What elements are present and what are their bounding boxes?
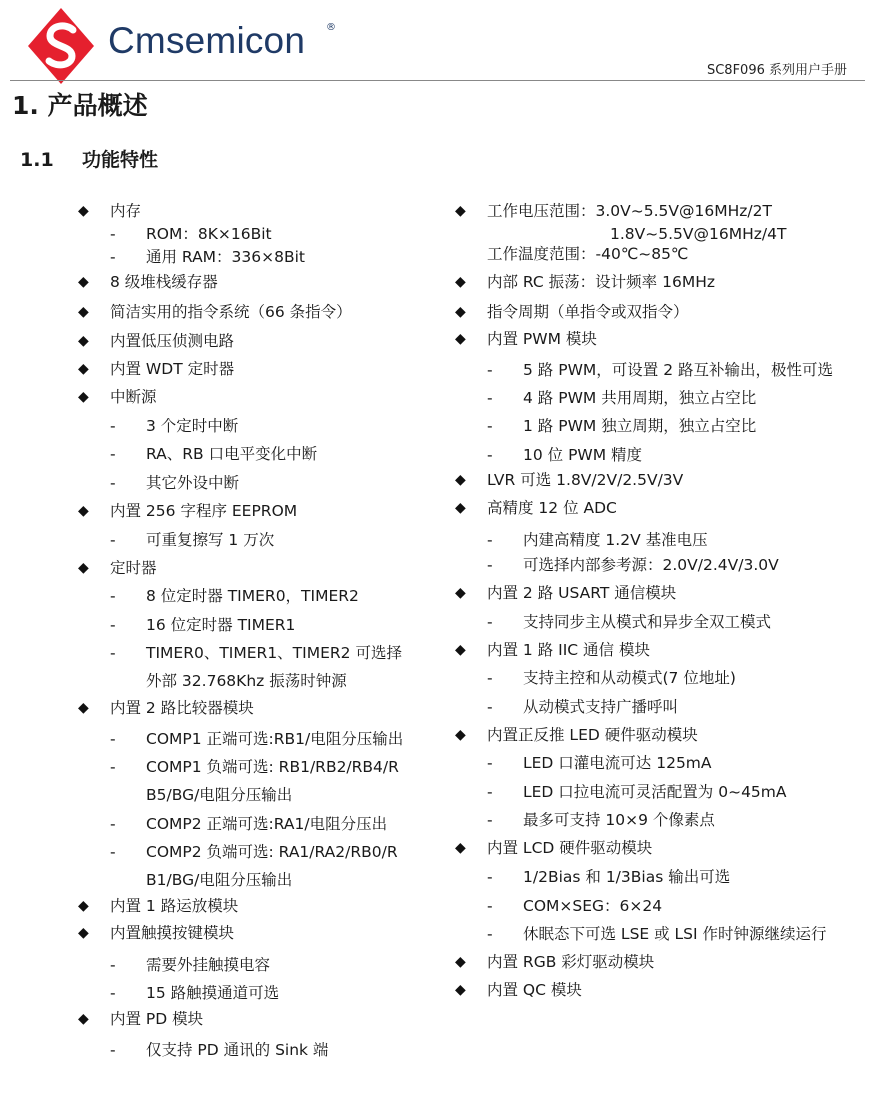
feature-subitem: - 1/2Bias 和 1/3Bias 输出可选 (487, 866, 730, 888)
feature-item: ◆ 内置 PWM 模块 (455, 328, 597, 350)
feature-item: ◆ 内置触摸按键模块 (78, 922, 234, 944)
feature-item: ◆ 高精度 12 位 ADC (455, 497, 617, 519)
feature-subitem: - COMP1 正端可选:RB1/电阻分压输出 (110, 728, 403, 750)
section-title: 1. 产品概述 (12, 91, 148, 120)
feature-subitem: - LED 口灌电流可达 125mA (487, 752, 712, 774)
feature-continuation: 1.8V~5.5V@16MHz/4T (610, 225, 787, 243)
feature-subitem: - 内建高精度 1.2V 基准电压 (487, 529, 708, 551)
feature-subitem: - ROM：8K×16Bit (110, 223, 272, 245)
feature-item: ◆ 内置 1 路 IIC 通信 模块 (455, 639, 650, 661)
feature-subitem: - 最多可支持 10×9 个像素点 (487, 809, 715, 831)
manual-title: SC8F096 系列用户手册 (706, 63, 847, 78)
feature-subitem: - 支持主控和从动模式(7 位地址) (487, 667, 736, 689)
feature-subitem: - 可重复擦写 1 万次 (110, 529, 274, 551)
feature-item: ◆ 内置低压侦测电路 (78, 330, 234, 352)
subsection-title (20, 145, 158, 175)
subsection-number: 1.1 (20, 149, 54, 171)
feature-item: ◆ 内置 2 路比较器模块 (78, 697, 254, 719)
brand-name: Cmsemicon (108, 20, 306, 61)
feature-subitem: - 可选择内部参考源：2.0V/2.4V/3.0V (487, 554, 779, 576)
feature-item: ◆ 内存 (78, 200, 141, 222)
feature-subitem: - 其它外设中断 (110, 472, 239, 494)
subsection-text: 功能特性 (82, 149, 159, 171)
feature-item: ◆ 内置 RGB 彩灯驱动模块 (455, 951, 654, 973)
feature-subitem: - TIMER0、TIMER1、TIMER2 可选择 (110, 642, 402, 664)
feature-continuation: 工作温度范围：-40℃~85℃ (487, 245, 689, 263)
feature-item: ◆ 指令周期（单指令或双指令） (455, 301, 689, 323)
feature-subitem: - COM×SEG：6×24 (487, 895, 662, 917)
feature-item: ◆ 简洁实用的指令系统（66 条指令） (78, 301, 352, 323)
feature-subitem: - LED 口拉电流可灵活配置为 0~45mA (487, 781, 787, 803)
feature-item: ◆ 定时器 (78, 557, 157, 579)
feature-item: ◆ 工作电压范围：3.0V~5.5V@16MHz/2T (455, 200, 772, 222)
feature-item: ◆ 内置 PD 模块 (78, 1008, 203, 1030)
feature-subitem: - 需要外挂触摸电容 (110, 954, 270, 976)
feature-subitem: - 仅支持 PD 通讯的 Sink 端 (110, 1039, 328, 1061)
feature-item: ◆ 内置 QC 模块 (455, 979, 582, 1001)
feature-subitem: - 通用 RAM：336×8Bit (110, 246, 305, 268)
feature-subitem: - 4 路 PWM 共用周期，独立占空比 (487, 387, 756, 409)
registered-mark: ® (326, 22, 336, 33)
feature-subitem: - 支持同步主从模式和异步全双工模式 (487, 611, 771, 633)
feature-item: ◆ 8 级堆栈缓存器 (78, 271, 218, 293)
feature-item: ◆ 内部 RC 振荡：设计频率 16MHz (455, 271, 715, 293)
feature-continuation: 外部 32.768Khz 振荡时钟源 (146, 672, 347, 690)
header-divider (10, 80, 865, 81)
feature-subitem: - COMP2 负端可选: RA1/RA2/RB0/R (110, 841, 398, 863)
feature-item: ◆ 内置 2 路 USART 通信模块 (455, 582, 676, 604)
feature-subitem: - 10 位 PWM 精度 (487, 444, 642, 466)
feature-item: ◆ 内置 LCD 硬件驱动模块 (455, 837, 652, 859)
feature-item: ◆ 内置 WDT 定时器 (78, 358, 234, 380)
feature-subitem: - 从动模式支持广播呼叫 (487, 696, 678, 718)
cmsemicon-logo (26, 6, 96, 86)
feature-item: ◆ 内置 1 路运放模块 (78, 895, 238, 917)
feature-subitem: - 5 路 PWM，可设置 2 路互补输出，极性可选 (487, 359, 833, 381)
feature-item: ◆ LVR 可选 1.8V/2V/2.5V/3V (455, 469, 683, 491)
feature-item: ◆ 内置正反推 LED 硬件驱动模块 (455, 724, 698, 746)
feature-item: ◆ 中断源 (78, 386, 157, 408)
feature-subitem: - 16 位定时器 TIMER1 (110, 614, 295, 636)
feature-subitem: - RA、RB 口电平变化中断 (110, 443, 317, 465)
feature-subitem: - 休眠态下可选 LSE 或 LSI 作时钟源继续运行 (487, 923, 827, 945)
feature-subitem: - COMP2 正端可选:RA1/电阻分压出 (110, 813, 387, 835)
feature-subitem: - 15 路触摸通道可选 (110, 982, 279, 1004)
feature-subitem: - 3 个定时中断 (110, 415, 238, 437)
feature-subitem: - 8 位定时器 TIMER0，TIMER2 (110, 585, 359, 607)
feature-continuation: B1/BG/电阻分压输出 (146, 871, 293, 889)
feature-continuation: B5/BG/电阻分压输出 (146, 786, 293, 804)
feature-subitem: - 1 路 PWM 独立周期，独立占空比 (487, 415, 756, 437)
feature-item: ◆ 内置 256 字程序 EEPROM (78, 500, 297, 522)
feature-subitem: - COMP1 负端可选: RB1/RB2/RB4/R (110, 756, 399, 778)
